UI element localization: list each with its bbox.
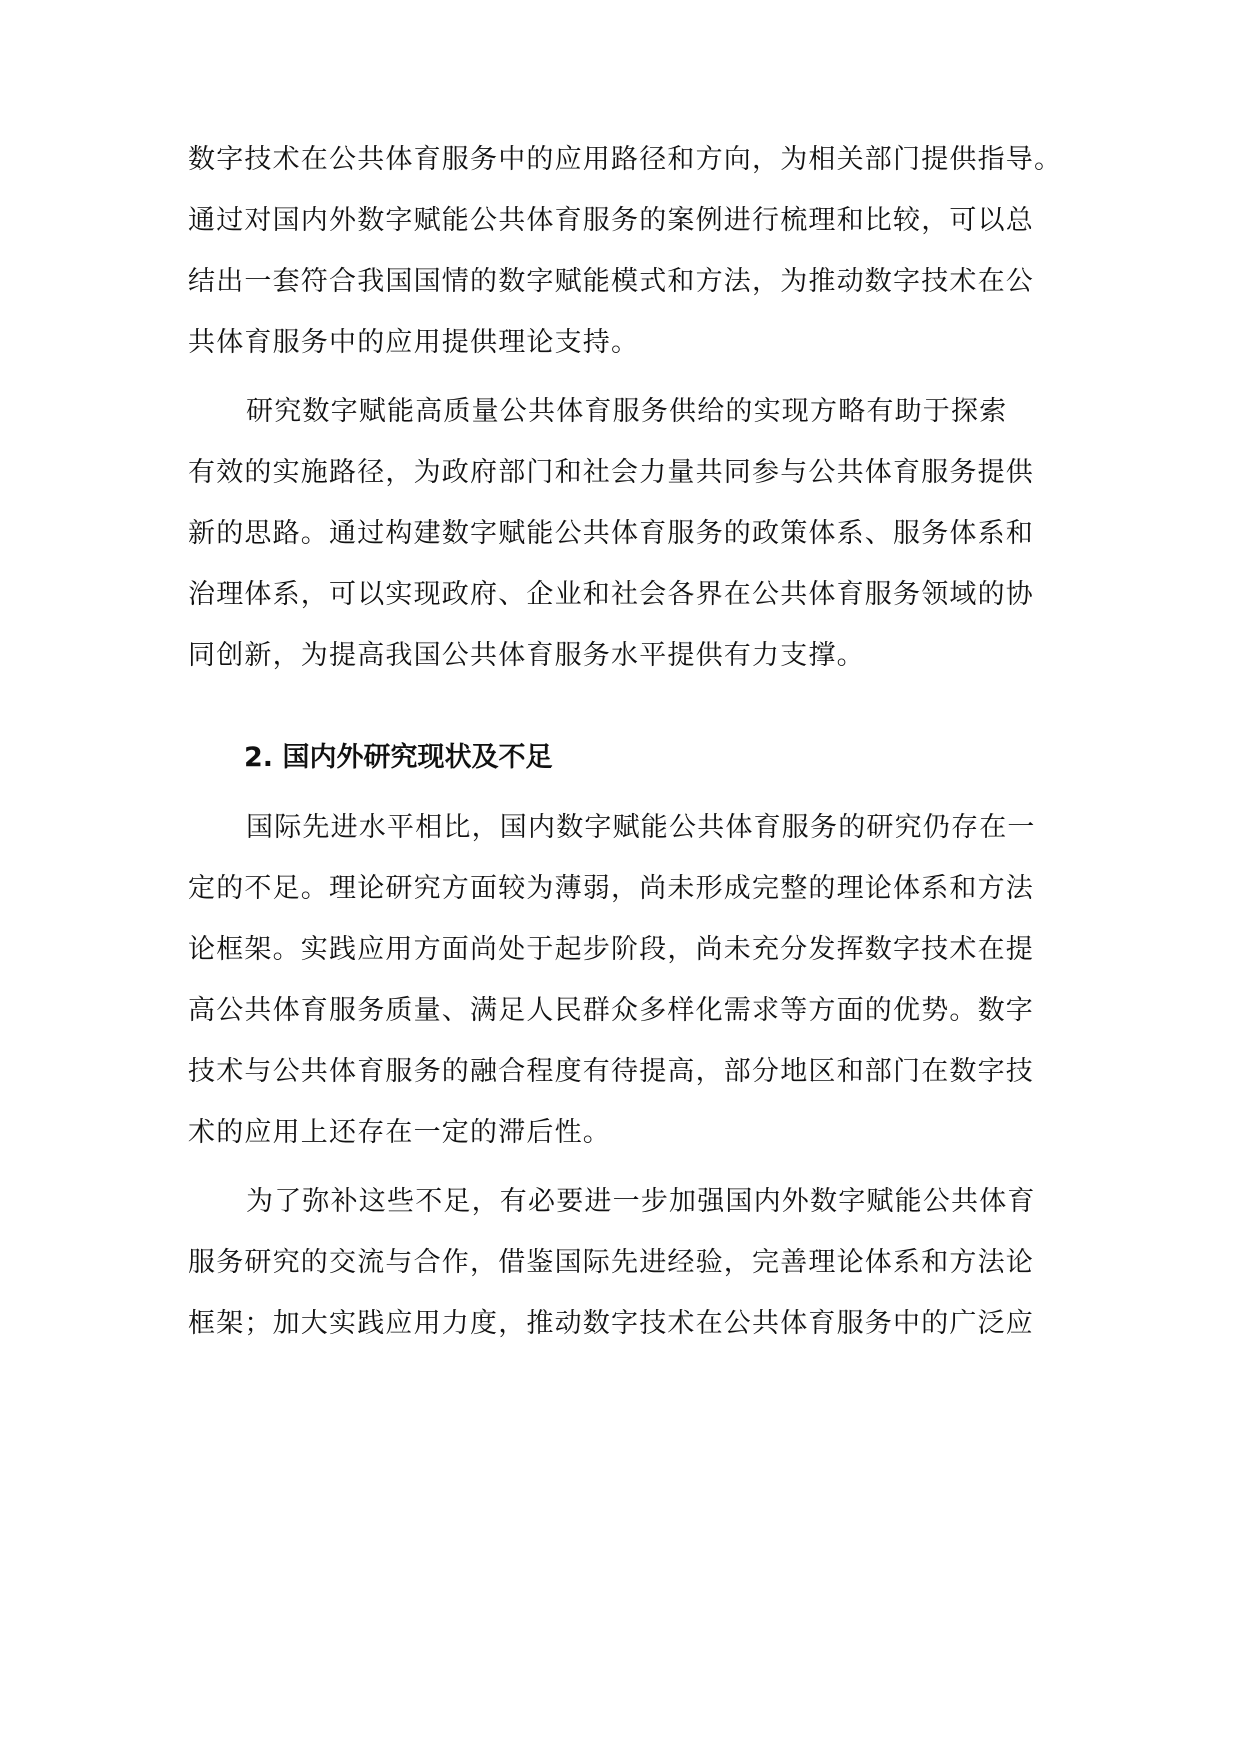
paragraph-line: 高公共体育服务质量、满足人民群众多样化需求等方面的优势。数字	[188, 995, 1034, 1026]
paragraph-line: 服务研究的交流与合作，借鉴国际先进经验，完善理论体系和方法论	[188, 1247, 1034, 1278]
paragraph-line: 治理体系，可以实现政府、企业和社会各界在公共体育服务领域的协	[188, 579, 1034, 610]
paragraph-line: 有效的实施路径，为政府部门和社会力量共同参与公共体育服务提供	[188, 457, 1034, 488]
paragraph-line: 框架；加大实践应用力度，推动数字技术在公共体育服务中的广泛应	[188, 1308, 1034, 1339]
paragraph-line: 通过对国内外数字赋能公共体育服务的案例进行梳理和比较，可以总	[188, 205, 1034, 236]
paragraph-line: 共体育服务中的应用提供理论支持。	[188, 327, 640, 358]
paragraph-line: 结出一套符合我国国情的数字赋能模式和方法，为推动数字技术在公	[188, 266, 1034, 297]
paragraph-line: 为了弥补这些不足，有必要进一步加强国内外数字赋能公共体育	[246, 1186, 1036, 1217]
paragraph-line: 术的应用上还存在一定的滞后性。	[188, 1117, 611, 1148]
paragraph-line: 技术与公共体育服务的融合程度有待提高，部分地区和部门在数字技	[188, 1056, 1034, 1087]
paragraph-line: 数字技术在公共体育服务中的应用路径和方向，为相关部门提供指导。	[188, 144, 1063, 175]
section-heading: 2. 国内外研究现状及不足	[244, 742, 553, 773]
paragraph-line: 研究数字赋能高质量公共体育服务供给的实现方略有助于探索	[246, 396, 1008, 427]
paragraph-line: 新的思路。通过构建数字赋能公共体育服务的政策体系、服务体系和	[188, 518, 1034, 549]
paragraph-line: 同创新，为提高我国公共体育服务水平提供有力支撑。	[188, 640, 865, 671]
paragraph-line: 定的不足。理论研究方面较为薄弱，尚未形成完整的理论体系和方法	[188, 873, 1034, 904]
paragraph-line: 国际先进水平相比，国内数字赋能公共体育服务的研究仍存在一	[246, 812, 1036, 843]
paragraph-line: 论框架。实践应用方面尚处于起步阶段，尚未充分发挥数字技术在提	[188, 934, 1034, 965]
